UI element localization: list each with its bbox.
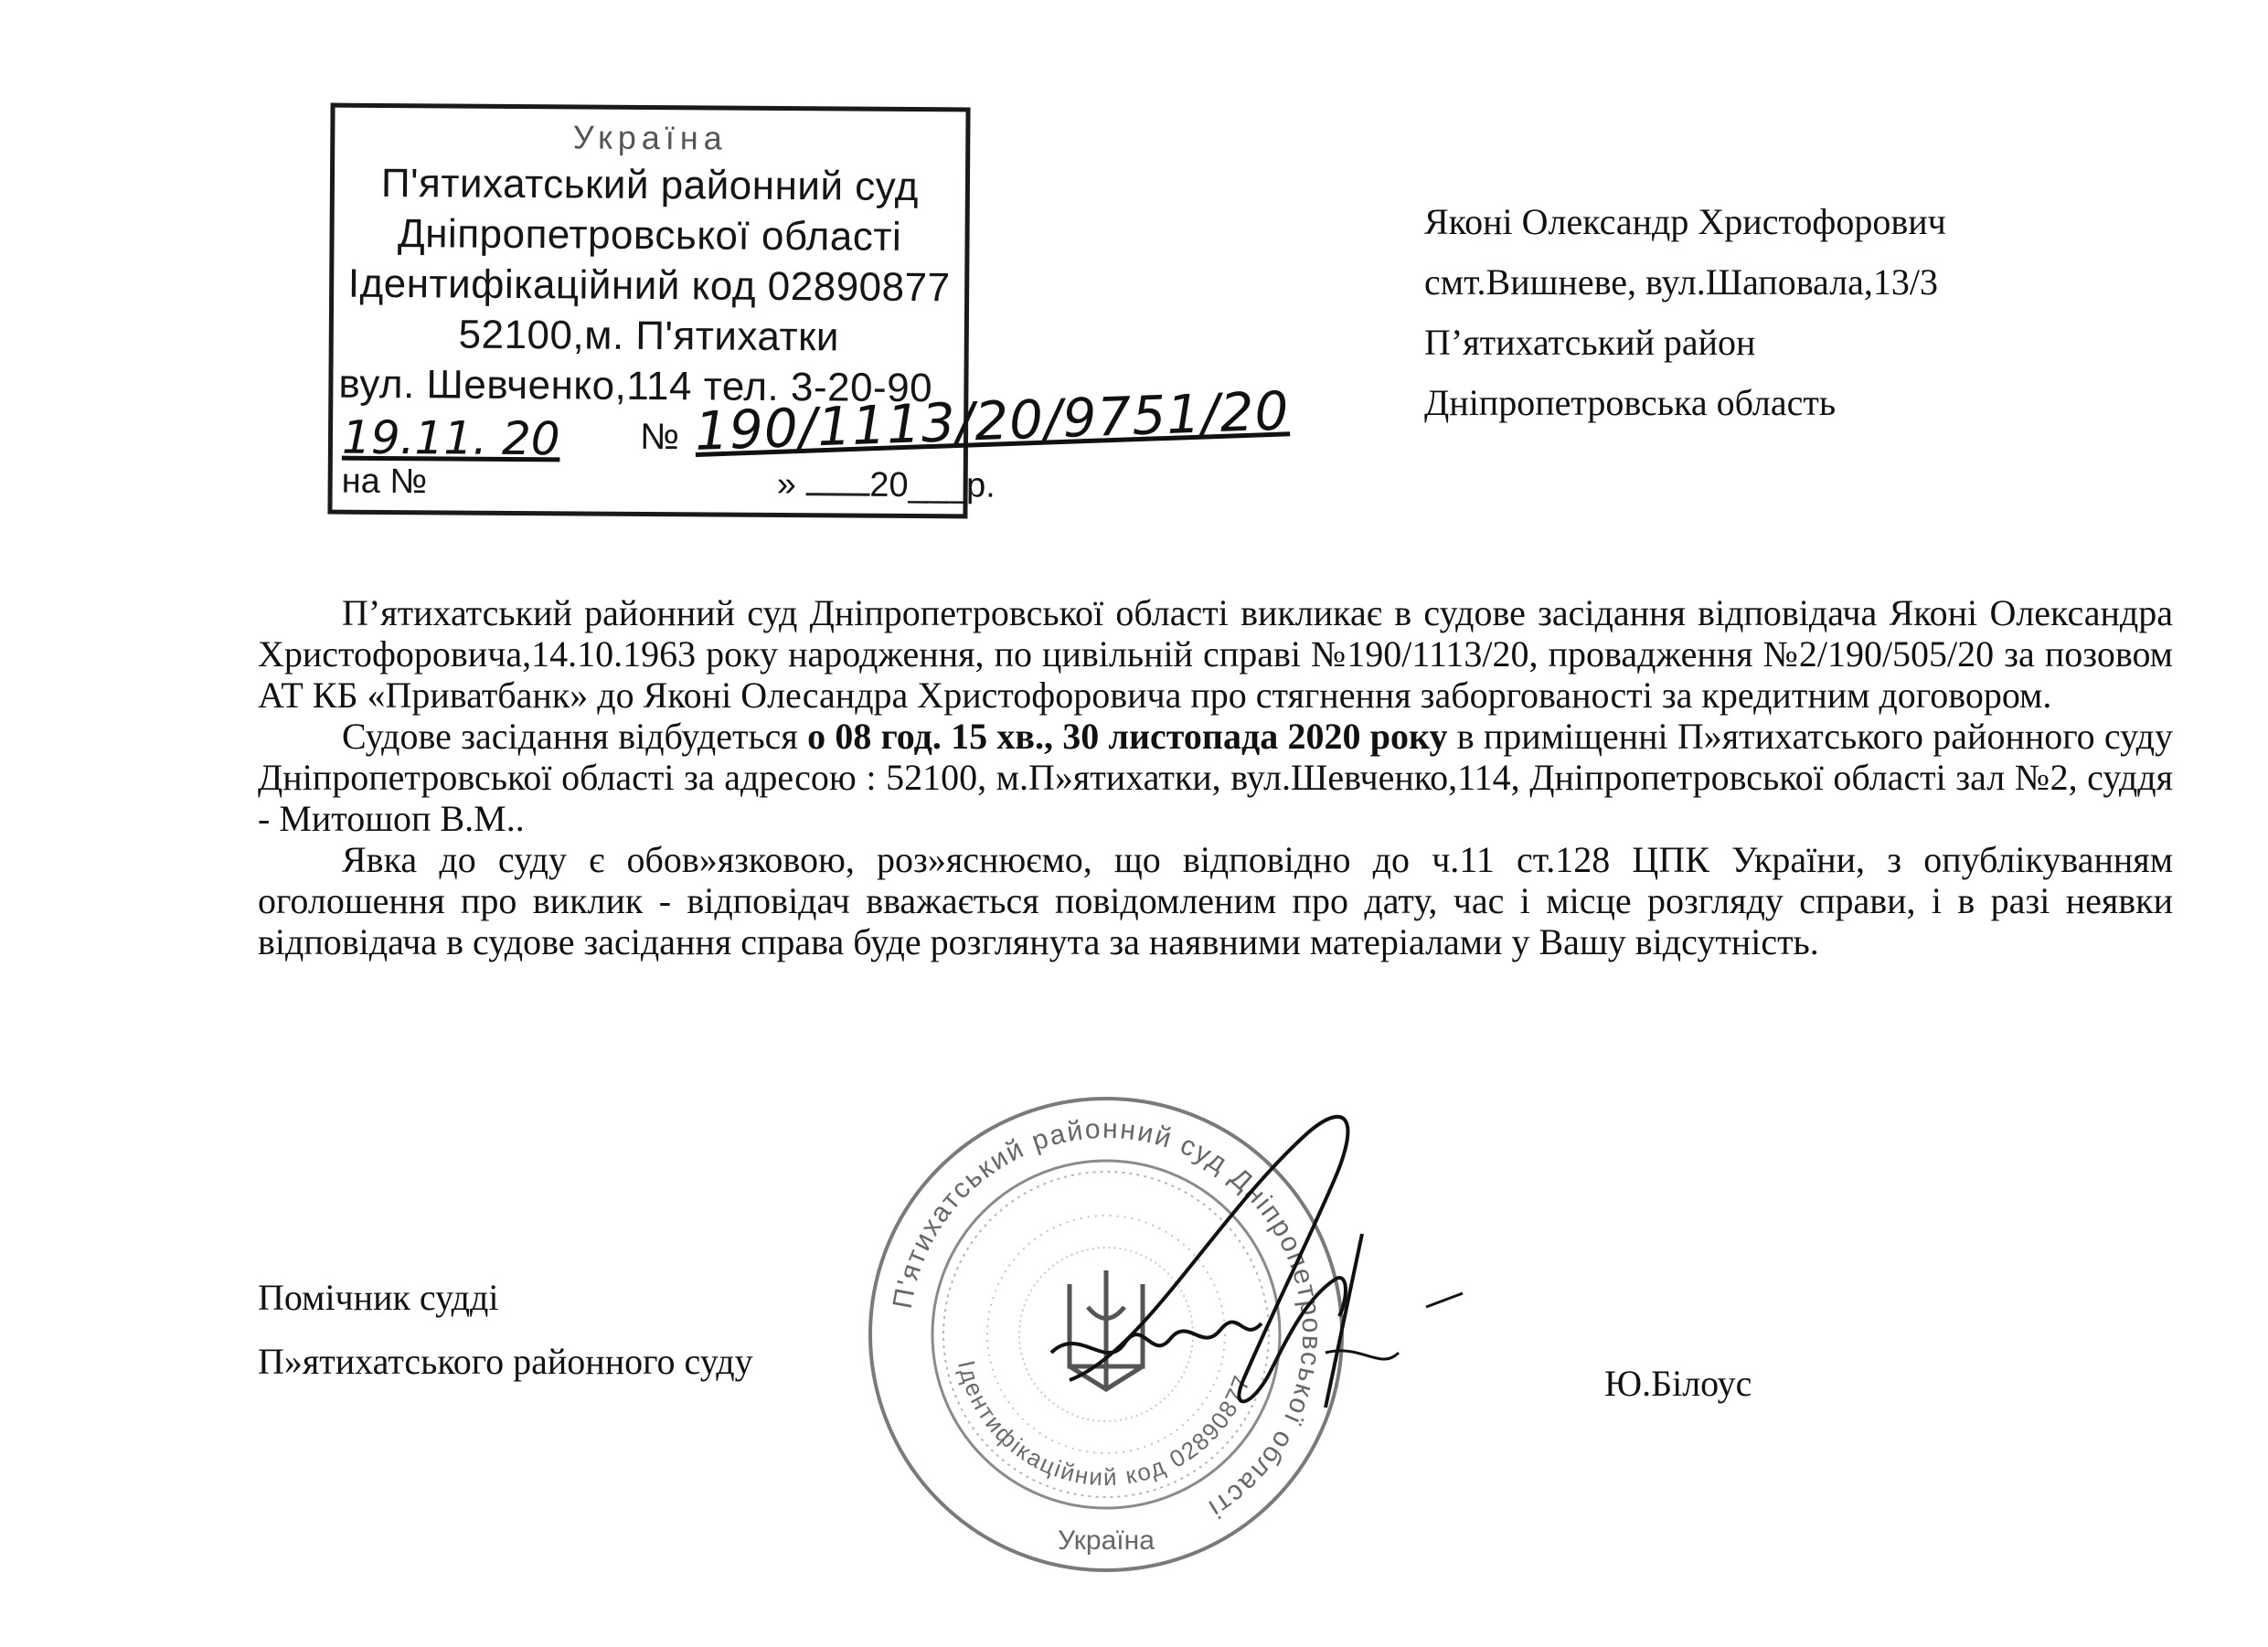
stamp-year-suffix: 20___р. [869,465,996,505]
hearing-intro: Судове засідання відбудеться [342,716,808,757]
signer-position [258,1266,753,1394]
stamp-top-partial: Україна [572,118,728,157]
stamp-city: 52100,м. П'ятихатки [458,312,840,360]
summons-body [258,592,2173,962]
seal-bottom-text: Україна [1058,1525,1155,1556]
stamp-reg-date: 19.11. 20 [341,410,560,466]
handwritten-reg-number: 190/1113/20/9751/20 [693,379,1291,462]
addressee-block [1424,192,2229,433]
stamp-year-field [777,465,996,506]
body-paragraph-3: Явка до суду є обов»язковою, роз»яснюємо, що відповідно до ч.11 ст.128 ЦПК України, з опублікуванням оголошення про виклик - відповідач вважається повідомленим про дату, час і місце розгляду справи, і в разі неявки відповідача в судове засідання справа буде розглянута за наявними матеріалами у Вашу відсутність. [258,839,2173,962]
signature-dash [1426,1293,1463,1307]
signer-name: Ю.Білоус [1604,1363,1752,1404]
signature-scribble [1051,1322,1262,1353]
body-paragraph-1: П’ятихатський районний суд Дніпропетровської області викликає в судове засідання відповідача Яконі Олександра Христофоровича,14.10.1963 року народження, по цивільній справі №190/1113/20, провадження №2/190/505/20 за позовом АТ КБ «Приватбанк» до Яконі Олесандра Христофоровича про стягнення заборгованості за кредитним договором. [258,592,2173,716]
stamp-reference-label: на № [341,462,428,502]
stamp-court-name: П'ятихатський районний суд [380,160,920,210]
hearing-location: в приміщенні П»ятихатського районного суду Дніпропетровської області за адресою : 52100, м.П»ятихатки, вул.Шевченко,114, Дніпропетровської області зал №2, суддя - Митошоп В.М.. [258,716,2173,839]
signer-position-line2: П»ятихатського районного суду [258,1341,753,1382]
handwritten-signature [1033,1079,1508,1462]
hearing-datetime: о 08 год. 15 хв., 30 листопада 2020 року [807,716,1448,757]
stamp-region: Дніпропетровської області [397,211,902,260]
seal-inner-text: Ідентифікаційний код 02890877 [952,1357,1256,1492]
signature-stroke [1326,1234,1362,1408]
body-paragraph-2 [258,716,2173,839]
addressee-oblast: Дніпропетровська область [1424,382,1837,423]
addressee-address: смт.Вишневе, вул.Шаповала,13/3 [1424,261,1938,303]
stamp-reg-number-sign: № [639,416,680,458]
signature-loop [1070,1117,1347,1402]
stamp-street: вул. Шевченко,114 тел. 3-20-90 [338,361,933,411]
stamp-year-quote: » [776,464,796,505]
stamp-id-code: Ідентифікаційний код 02890877 [347,260,951,311]
addressee-district: П’ятихатський район [1424,322,1756,363]
signer-position-line1: Помічник судді [258,1277,499,1318]
stamp-blank [805,465,869,495]
seal-outer-text: П'ятихатський районний суд Дніпропетровської області [887,1113,1327,1525]
addressee-name: Яконі Олександр Христофорович [1424,201,1946,242]
